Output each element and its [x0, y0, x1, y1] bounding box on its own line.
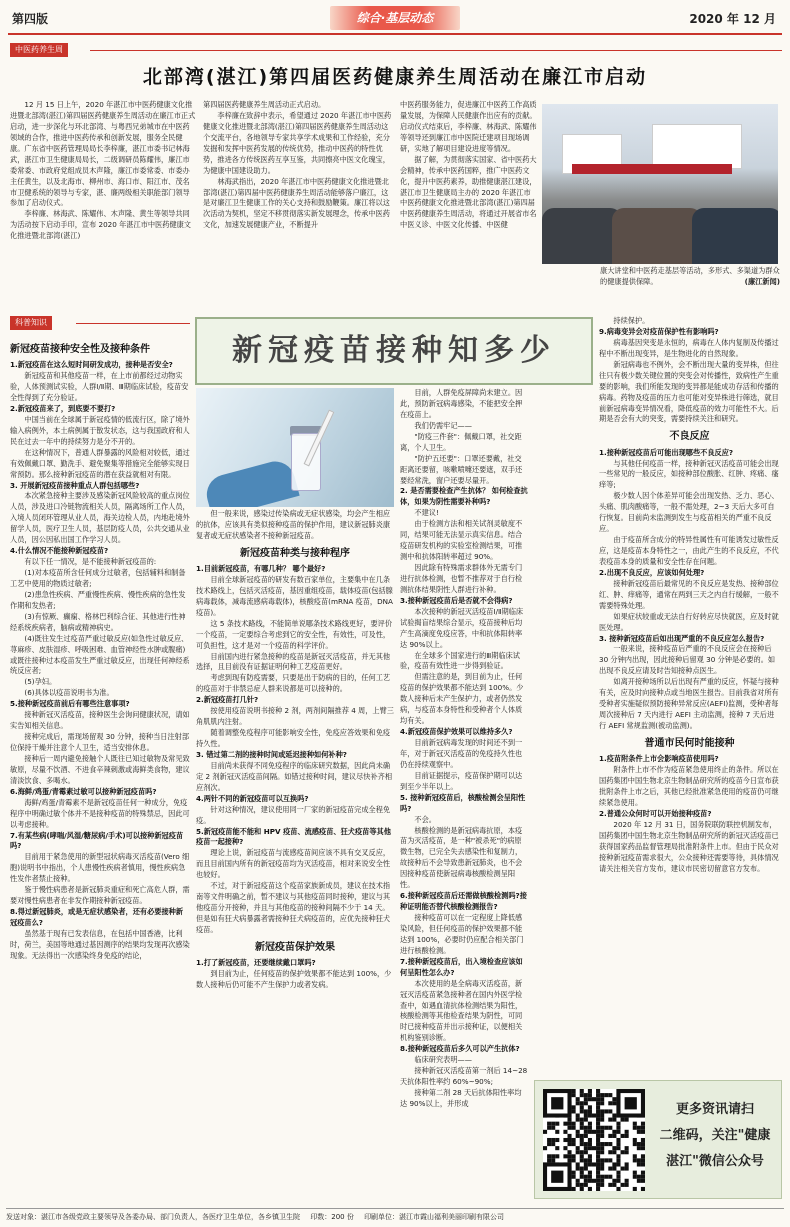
answer-paragraph: 接种新冠灭活疫苗第一剂后 14~28 天抗体阳性率约 60%~90%; [400, 1066, 528, 1087]
paragraph-group [599, 316, 780, 327]
answer-paragraph: 新冠疫苗和其他疫苗一样，在上市前都经过动物实验，人体预测试实验，人群Ⅰ/Ⅱ期、Ⅲ期临床试验，疫苗安全性得到了充分验证。 [10, 371, 189, 402]
paragraph: "防护五还要"：口罩还要戴，社交距离还要留，咳嗽喷嚏还要遮，双手还要经常洗，窗户还要尽量开。 [400, 453, 523, 485]
answer-paragraph: 由于疫苗所含成分的特异性属性有可能诱发过敏性反应，这是疫苗本身特性之一，由此产生的不良反应，不代表疫苗本身的质量和安全性存在问题。 [599, 535, 779, 566]
caption-credit: (廉江新闻) [744, 276, 780, 286]
answer-paragraph: 本次接种的新冠灭活疫苗Ⅰ/Ⅱ期临床试验揭盲结果综合显示，疫苗接种后均产生高滴度免疫应答，中和抗体阳转率达 90%以上。 [400, 606, 524, 649]
question-heading: 2.出现不良反应，应该如何处理? [599, 567, 705, 577]
question-heading: 1.打了新冠疫苗，还要继续戴口罩吗? [196, 958, 316, 968]
answer-paragraph: 不过，对于新冠疫苗这个疫苗家族新成员，建议在技术指南等文件明确之前，暂不建议与其他疫苗同时接种，建议与其他疫苗分开接种，并且与其他疫苗的接种间隔不少于 14 天。但是如有狂犬病暴露者需接种狂犬病疫苗的，应优先接种狂犬疫苗。 [196, 881, 391, 934]
qr-line: 湛江"微信公众号 [666, 1154, 764, 1169]
paragraph: "防疫三件套"：佩戴口罩，社交距离，个人卫生。 [400, 431, 522, 452]
answer-paragraph: 在全球多个国家进行的Ⅲ期临床试验，疫苗有效性进一步得到验证。 [400, 650, 520, 671]
crowd-shape [692, 208, 778, 264]
qa-list [196, 564, 394, 936]
qr-line: 更多资讯请扫 [675, 1102, 754, 1117]
feature-title-box [195, 317, 593, 385]
qr-code-graphic [543, 1089, 645, 1191]
edition-label: 第四版 [12, 12, 49, 26]
answer-paragraph: 因此除有特殊需求群体外无需专门进行抗体检测，也暂不推荐对于自行检测抗体结果阴性人群进行补种。 [400, 563, 523, 594]
qa-list [599, 448, 780, 732]
answer-paragraph: 附条件上市不作为疫苗紧急使用终止的条件。所以在国药集团中国生物北京生物制品研究所的疫苗今日宣布获批附条件上市之后，其他已经批准紧急使用的疫苗仍可继续紧急使用。 [599, 765, 779, 807]
answer-paragraph: 到目前为止，任何疫苗的保护效果都不能达到 100%，少数人接种后仍可能不产生保护力或者发病。 [196, 969, 392, 989]
question-heading: 9.病毒变异会对疫苗保护性有影响吗? [599, 326, 719, 336]
qr-promo-box [534, 1080, 782, 1199]
answer-paragraph: (3)有惊厥、癫痫、格林巴利综合征、其他进行性神经系统疾病者，脑病或精神病史。 [10, 611, 186, 632]
question-heading: 3.接种新冠疫苗后是否就不会得病? [400, 595, 513, 605]
answer-paragraph: 接种第二剂 28 天后抗体阳性率均达 90%以上，并形成 [400, 1088, 522, 1108]
answer-paragraph: (2)患急性疾病、严重慢性疾病、慢性疾病的急性发作期和发热者; [10, 589, 186, 610]
answer-paragraph: 临床研究表明—— [414, 1055, 472, 1065]
section-rule-2 [76, 323, 190, 324]
question-heading: 7.有某些病(哮喘/风湿/糖尿病/手术)可以接种新冠疫苗吗? [10, 830, 184, 851]
answer-paragraph: 一般来说，接种疫苗后严重的不良反应会在接种后 30 分钟内出现，因此接种后留观 30 分钟是必要的。如出现不良反应请及时告知接种点医生。 [599, 644, 776, 676]
paragraph: 林海武指出，2020 年湛江市中医药健康文化推进暨北部湾(湛江)第四届中医药健康养生周活动能够落户廉江，这是对廉江卫生健康工作的关心支持和鼓励鞭策。廉江将以这次活动为契机，坚定不移贯彻落实新发展理念，传承中医药文化，加速发展健康产业，不断提升 [203, 176, 390, 230]
question-heading: 3. 错过第二剂的接种时间或延迟接种如何补种? [196, 749, 347, 759]
paragraph-group [400, 388, 528, 486]
question-heading: 1.接种新冠疫苗后可能出现哪些不良反应? [599, 447, 734, 457]
tent-shape [652, 124, 742, 169]
answer-paragraph: 病毒基因突变是永恒的，病毒在人体内复制及传播过程中不断出现变异，是生物进化的自然现象。 [599, 337, 779, 358]
question-heading: 8.接种新冠疫苗后多久可以产生抗体? [400, 1044, 520, 1054]
page-header [0, 0, 790, 36]
question-heading: 1.新冠疫苗在这么短时间研发成功，接种是否安全? [10, 360, 173, 370]
question-heading: 7.接种新冠疫苗后，出入境检查应该如何呈阳性怎么办? [400, 956, 523, 977]
vaccine-photo [196, 388, 394, 507]
answer-paragraph: 目前证据提示，疫苗保护期可以达到至少半年以上。 [400, 770, 523, 791]
qr-promo-text [653, 1097, 777, 1175]
gloved-hand-shape [202, 457, 299, 507]
answer-paragraph: 不建议! [414, 508, 439, 518]
banner-shape [572, 164, 732, 174]
issue-date: 2020 年 12 月 [689, 12, 776, 26]
qr-line: 二维码，关注"健康 [659, 1128, 771, 1143]
subsection-heading: 不良反应 [669, 431, 710, 443]
answer-paragraph: (6)具体以疫苗说明书为准。 [24, 688, 114, 698]
paragraph: 李梓廉、林海武、陈耀伟、木声隆、黄生等领导共同为活动按下启动手印，宣布 2020 年湛江市中医药健康文化推进暨北部湾(湛江) [10, 209, 191, 241]
section-rule-1 [90, 50, 782, 51]
article-col-1 [10, 100, 196, 307]
question-heading: 8.得过新冠肺炎，或是无症状感染者，还有必要接种新冠疫苗么? [10, 907, 184, 927]
question-heading: 4.什么情况不能接种新冠疫苗? [10, 546, 109, 556]
answer-paragraph: 由于检测方法和相关试剂灵敏度不同，结果可能无法显示真实信息。结合疫苗研发机构的实验室检测结果，可推测中和抗体阳转率超过 90%。 [400, 519, 523, 562]
answer-paragraph: 按使用疫苗说明书接种 2 剂，两剂间隔推荐 4 周，上臂三角肌肌内注射。 [196, 706, 394, 727]
answer-paragraph: 目前尚未获得不同免疫程序的临床研究数据，因此尚未确定 2 剂新冠灭活疫苗间隔。如错过接种时间，建议尽快补齐相应剂次。 [196, 760, 393, 792]
page-footer [6, 1208, 784, 1224]
caption-text: 康大讲堂和中医药走基层等活动，多形式、多渠道为群众的健康提供保障。 [600, 266, 780, 286]
qa-list [599, 754, 780, 874]
paragraph: 我们仍需牢记—— [414, 420, 472, 430]
answer-paragraph: 接种疫苗可以在一定程度上降低感染风险，但任何疫苗的保护效果都不能达到 100%，必要时仍应配合相关部门进行核酸检测。 [400, 913, 524, 955]
answer-paragraph: 但需注意的是，到目前为止，任何疫苗的保护效果都不能达到 100%。少数人接种后未产生保护力，或者仍然发病，与疫苗本身特性和受种者个人体质均有关。 [400, 672, 524, 726]
paragraph: 12 月 15 日上午，2020 年湛江市中医药健康文化推进暨北部湾(湛江)第四届医药健康养生周活动在廉江市正式启动，进一步深化与环北部湾、与粤西兄弟城市在中医药领域的合作，推进中医药传承和创新发展，服务全民健康。广东省中医药管理局局长李梓廉，湛江市委书记林海武，湛江市卫生健康局局长，二级调研员陈耀伟，廉江市委常委、市政府党组成员木声隆，廉江市委常委、市委办主任黄生，以及北海市、柳州市、海口市、阳江市、茂名市卫健系统的领导与专家，湛、廉两级相关职能部门领导参加了启动仪式。 [10, 100, 196, 208]
qa-column-1 [10, 338, 190, 1204]
section-tag-science: 科普知识 [10, 316, 52, 330]
answer-paragraph: (5)孕妇。 [24, 677, 57, 687]
qa-column-3 [400, 388, 528, 1204]
answer-paragraph: 如果症状较重或无法自行好转应尽快就医，应及时就医处理。 [599, 611, 779, 632]
paragraph: 但一般来说，感染过传染病或无症状感染，均会产生相应的抗体，应该具有类似接种疫苗的保护作用，建议新冠肺炎康复者或无症状感染者不接种新冠疫苗。 [196, 509, 391, 540]
answer-paragraph: 中国当前在全球属于新冠疫情的低流行区，除了境外输入病例外，本土病例属于散发状态，这与我国政府和人民在过去一年中的持续努力是分不开的。 [10, 414, 190, 446]
event-photo [542, 104, 778, 264]
question-heading: 4.两针不同的新冠疫苗可以互换吗? [196, 793, 309, 803]
paragraph: 李梓廉在致辞中表示，希望通过 2020 年湛江市中医药健康文化推进暨北部湾(湛江)第四届医药健康养生周活动这个交流平台，各地领导专家共享学术成果和工作经验，充分发掘和发挥中医药发展的传统优势，推动中医药的特性优势，推进各方传统医药互享互鉴，共同擦亮中医文化瑰宝，为健康中国建设助力。 [203, 110, 392, 175]
question-heading: 2.新冠疫苗打几针? [196, 695, 259, 705]
answer-paragraph: 2020 年 12 月 31 日，国务院联防联控机制发布，国药集团中国生物北京生物制品研究所的新冠灭活疫苗已获得国家药品监督管理局批准附条件上市。但由于民众对接种新冠疫苗需求很大，公众接种还需要等待，具体情况请关注相关官方发布，建议市民密切留意官方发布。 [599, 819, 779, 873]
answer-paragraph: (1)对本疫苗所含任何成分过敏者，包括辅料和制备工艺中使用的物质过敏者; [10, 568, 186, 588]
question-heading: 6.接种新冠疫苗后还需做核酸检测吗?接种证明能否替代核酸检测报告? [400, 891, 527, 912]
paragraph: 第四届医药健康养生周活动正式启动。 [203, 100, 326, 109]
subsection-heading: 新冠疫苗保护效果 [255, 941, 335, 953]
section-band-label: 综合·基层动态 [356, 11, 434, 25]
answer-paragraph: 虽然基于现有已发表信息，在包括中国香港，比利时，荷兰，美国等地通过基因测序的结果均发现再次感染现象。无法得出一次感染终身免疫的结论， [10, 928, 190, 960]
question-heading: 5.新冠疫苗能不能和 HPV 疫苗、流感疫苗、狂犬疫苗等其他疫苗一起接种? [196, 826, 391, 847]
footer-printer: 印刷单位：湛江市霞山福利美丽印刷有限公司 [364, 1213, 505, 1221]
qa-list [599, 327, 780, 425]
paragraph-group [196, 509, 394, 542]
answer-paragraph: 本次使用的是全病毒灭活疫苗，新冠灭活疫苗紧急接种者在国内外医学检查中，如遇血清抗体检测结果为阳性，核酸检测等其他检查结果为阴性，可同时已接种疫苗并出示接种证，以便相关机构鉴别诊断。 [400, 978, 523, 1043]
answer-paragraph: 目前新冠病毒发现的时间还不到一年，对于新冠灭活疫苗的免疫持久性也仍在持续观察中。 [400, 738, 523, 769]
qa-list [10, 360, 190, 962]
answer-paragraph: 有以下任一情况，是不能接种新冠疫苗的: [24, 557, 157, 567]
answer-paragraph: 在这种情况下，普通人群暴露的风险相对较低，通过有效佩戴口罩、勤洗手、避免聚集等措施完全能够实现日常预防。那么接种新冠疫苗的潜在获益就相对有限。 [10, 447, 190, 479]
answer-paragraph: (4)既往发生过疫苗严重过敏反应(如急性过敏反应、荨麻疹、皮肤湿疹、呼吸困难、血管神经性水肿或腹痛)或既往接种过本疫苗发生严重过敏反应，出现任何神经系统反应者; [10, 633, 190, 676]
question-heading: 2. 是否需要检查产生抗体？ 如何检查抗体，如果为阴性需要补种吗? [400, 486, 528, 507]
answer-paragraph: 考虑到现有防疫需要，只要是出于防病的目的，任何工艺的疫苗对于非禁忌症人群来说都是可以接种的。 [196, 673, 391, 694]
qa-list [400, 486, 528, 1109]
question-heading: 4.新冠疫苗保护效果可以维持多久? [400, 727, 513, 737]
answer-paragraph: 针对这种情况，建议使用同一厂家的新冠疫苗完成全程免疫。 [196, 804, 391, 825]
section-band [330, 6, 460, 30]
article-col-3 [400, 100, 537, 307]
answer-paragraph: 接种后一周内避免接触个人既往已知过敏物及常见致敏原，尽量不饮酒、不进食辛辣刺激或海鲜类食物，建议清淡饮食、多喝水。 [10, 753, 190, 785]
answer-paragraph: 接种完成后，需现场留观 30 分钟，接种当日注射部位保持干燥并注意个人卫生，适当安排休息。 [10, 732, 190, 752]
answer-paragraph: 接种新冠灭活疫苗，接种医生会询问健康状况，请如实告知相关信息。 [10, 710, 190, 731]
crowd-shape [542, 208, 622, 264]
photo-caption [600, 266, 780, 308]
footer-print-count: 印数：200 份 [310, 1213, 354, 1221]
answer-paragraph: 接种新冠疫苗后最常见的不良反应是发热、接种部位红、肿、痒痛等，通常在两到三天之内自行缓解，一般不需要特殊处理。 [599, 578, 779, 610]
answer-paragraph: 这 5 条技术路线，不能简单说哪条技术路线更好，要评价一个疫苗，一定要综合考虑到它的安全性，有效性，可及性，可负担性，这才是对一个疫苗的科学评价。 [196, 618, 393, 650]
answer-paragraph: 目前用于紧急使用的新型冠状病毒灭活疫苗(Vero 细胞)说明书中指出，个人患慢性疾病者慎用，慢性疾病急性发作者禁止接种。 [10, 852, 190, 884]
article-headline: 北部湾(湛江)第四届医药健康养生周活动在廉江市启动 [142, 66, 648, 88]
answer-paragraph: 不会。 [414, 814, 436, 824]
question-heading: 1.目前新冠疫苗，有哪几种？ 哪个最好? [196, 564, 326, 573]
answer-paragraph: 目前全球新冠疫苗的研发有数百家单位，主要集中在几条技术路线上，包括灭活疫苗，基因重组疫苗，载体疫苗(包括腺病毒载体，减毒流感病毒载体)，核酸疫苗(mRNA 疫苗，DNA 疫苗)。 [196, 574, 393, 617]
question-heading: 3. 开展新冠疫苗接种重点人群包括哪些? [10, 480, 140, 490]
header-rule [8, 33, 782, 35]
question-heading: 3. 接种新冠疫苗后如出现严重的不良反应怎么报告? [599, 633, 765, 643]
answer-paragraph: 如离开接种场所以后出现有严重的反应，怀疑与接种有关，应及时向接种点或当地医生报告。目前我省对所有受种者实施疑似预防接种异常反应(AEFI)监测，受种者每周次接种后 7 天内进行 AEFI 主动监测，接种 7 天后进行 AEFI 常规监测(被动监测)。 [599, 677, 779, 730]
question-heading: 2.新冠疫苗来了，到底要不要打? [10, 403, 116, 413]
qr-code[interactable] [543, 1089, 645, 1191]
answer-paragraph: 随着调整免疫程序可能影响安全性，免疫应答效果和免疫持久性。 [196, 728, 391, 748]
question-heading: 5. 接种新冠疫苗后，核酸检测会呈阳性吗? [400, 792, 526, 813]
answer-paragraph: 与其他任何疫苗一样，接种新冠灭活疫苗可能会出现一些常见的一般反应，如接种部位酸胀、红肿、疼痛、瘙痒等; [599, 458, 779, 490]
paragraph: 据了解，为贯彻落实国家、省中医药大会精神，传承中医药国粹，推广中医药文化，提升中医药素养，助推健康湛江建设，湛江市卫生健康局主办的 2020 年湛江市中医药健康文化推进暨北部湾(湛江)第四届中医药健康养生周活动，将通过开展省市名中医义诊、中医文化传播、中医健 [400, 154, 537, 230]
answer-paragraph: 新冠病毒也不例外，会不断出现大量的变异株，但往往只有极少数关键位置的突变会对传播性，致病性产生重要的影响，我们所能发现的变异都是能成功存活和传播的病毒。药物及疫苗的压力也可能对变异株进行筛选，就目前新冠病毒变异情况看，降低疫苗的效力可能性不大。后期是否会有大的突变，需要持续关注和研究。 [599, 359, 779, 424]
paragraph: 持续保护。 [613, 316, 650, 325]
qa-list [196, 958, 394, 991]
answer-paragraph: 鉴于慢性病患者是新冠肺炎重症和死亡高危人群，需要对慢性病患者在非发作期接种新冠疫苗。 [10, 885, 190, 906]
subsection-heading: 普通市民何时能接种 [644, 737, 735, 749]
paragraph: 目前，人群免疫屏障尚未建立。因此，预防新冠病毒感染，不能把安全押在疫苗上。 [400, 388, 523, 419]
qa-column-4 [599, 316, 780, 1076]
question-heading: 5.接种新冠疫苗前后有哪些注意事项? [10, 699, 130, 709]
qa-column-2 [196, 509, 394, 1204]
answer-paragraph: 核酸检测的是新冠病毒抗原，本疫苗为灭活疫苗，是一种"被杀死"的病原微生物，已完全失去感染性和复制力，故接种后不会导致患新冠肺炎，也不会因接种疫苗使新冠病毒核酸检测呈阳性。 [400, 825, 523, 890]
crowd-shape [612, 208, 702, 264]
feature-title: 新冠疫苗接种知多少 [232, 333, 556, 368]
subsection-heading: 新冠疫苗接种安全性及接种条件 [10, 344, 150, 355]
answer-paragraph: 海鲜/鸡蛋/青霉素不是新冠疫苗任何一种成分，免疫程序中明确过敏个体并不是接种疫苗的特殊禁忌，因此可以考虑接种。 [10, 797, 190, 829]
answer-paragraph: 本次紧急接种主要涉及感染新冠风险较高的重点岗位人员，涉及进口冷链物流相关人员，隔离场所工作人员，入境人员闭环管理从业人员，海关边检人员，内地赴境外留学人员，医疗卫生人员，基层防疫人员，公共交通从业人员，因公因私出国工作学习人员。 [10, 491, 190, 545]
question-heading: 1.疫苗附条件上市会影响疫苗使用吗? [599, 754, 719, 764]
footer-distribution: 发送对象：湛江市各级党政主要领导及各委办局、部门负责人，各医疗卫生单位，各乡镇卫生院 [6, 1213, 300, 1221]
answer-paragraph: 极少数人因个体差异可能会出现发热、乏力、恶心、头痛、肌肉酸痛等，一般不需处理，2~3 天后大多可自行恢复。目前尚未监测到发生与疫苗相关的严重不良反应。 [599, 491, 779, 534]
paragraph: 中医药服务能力，促进廉江中医药工作高质量发展，为保障人民健康作出应有的贡献。启动仪式结束后，李梓廉、林海武、陈耀伟等领导还到廉江市中医院迁建项目现场调研，实地了解项目建设进度等情况。 [400, 100, 537, 153]
article-col-2 [203, 100, 393, 307]
section-tag-tcm: 中医药养生周 [10, 43, 68, 57]
question-heading: 6.海鲜/鸡蛋/青霉素过敏可以接种新冠疫苗吗? [10, 786, 157, 796]
question-heading: 2.普通公众何时可以开始接种疫苗? [599, 808, 712, 818]
answer-paragraph: 目前国内进行紧急接种的疫苗是新冠灭活疫苗，并无其他选择，且目前没有证据证明何种工艺疫苗更好。 [196, 651, 391, 672]
answer-paragraph: 理论上说，新冠疫苗与流感疫苗间应该不具有交叉反应，而且目前国内所有的新冠疫苗均为灭活疫苗，相对来说安全性也较好。 [196, 848, 391, 880]
subsection-heading: 新冠疫苗种类与接种程序 [240, 547, 350, 559]
